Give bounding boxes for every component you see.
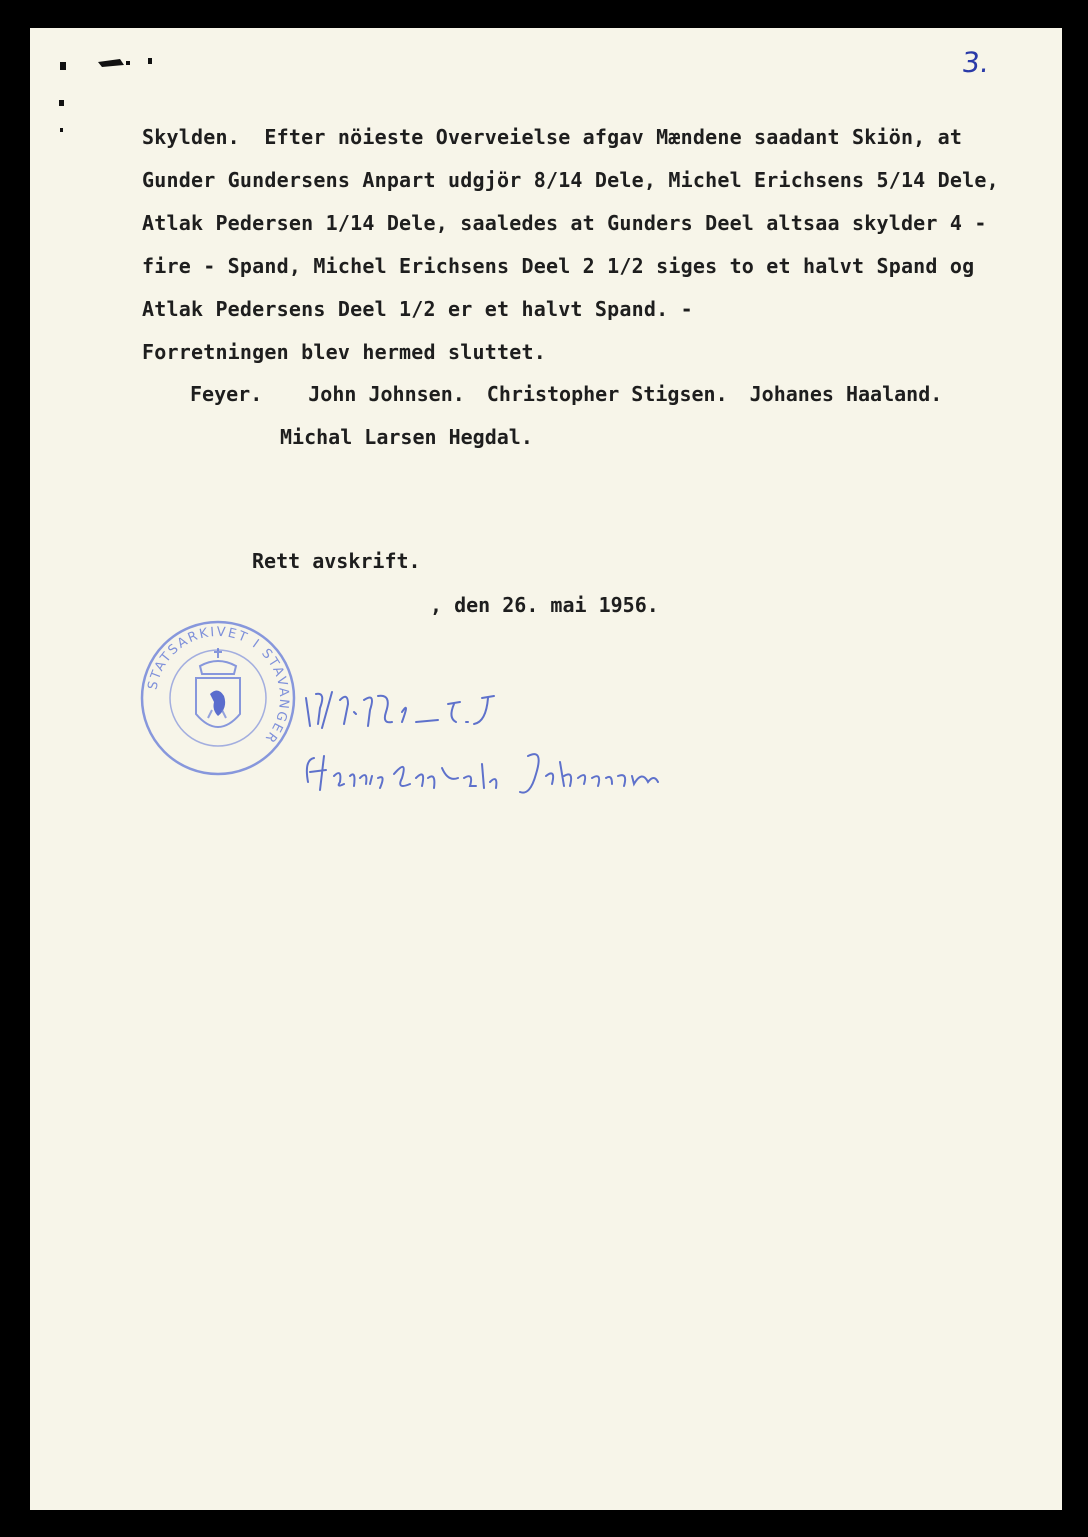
body-line: Atlak Pedersens Deel 1/2 er et halvt Spand. - (142, 297, 693, 321)
signature-name: Christopher Stigsen. (486, 382, 728, 406)
date-line: , den 26. mai 1956. (430, 593, 659, 617)
signature-name: Johanes Haaland. (749, 382, 943, 406)
body-line: Gunder Gundersens Anpart udgjör 8/14 Dele, Michel Erichsens 5/14 Dele, (142, 168, 999, 192)
signature-block (190, 373, 942, 459)
body-line: Atlak Pedersen 1/14 Dele, saaledes at Gunders Deel altsaa skylder 4 - (142, 211, 987, 235)
certification-text: Rett avskrift. (252, 549, 421, 573)
signature-row (190, 373, 942, 416)
document-page (30, 28, 1062, 1510)
signature-name: John Johnsen. (308, 382, 465, 406)
signature-name: Michal Larsen Hegdal. (280, 425, 533, 449)
svg-text:STATSARKIVET I STAVANGER: STATSARKIVET I STAVANGER (145, 624, 292, 747)
handwritten-signature-icon (298, 678, 718, 828)
document-body (142, 116, 1042, 374)
archive-stamp-seal-icon (138, 618, 298, 778)
body-line: fire - Spand, Michel Erichsens Deel 2 1/2 siges to et halvt Spand og (142, 254, 975, 278)
signature-row (190, 416, 942, 459)
signature-name: Feyer. (190, 382, 263, 406)
body-line: Skylden. Efter nöieste Overveielse afgav Mændene saadant Skiön, at (142, 125, 963, 149)
body-line: Forretningen blev hermed sluttet. (142, 340, 546, 364)
page-number: 3. (960, 46, 991, 79)
